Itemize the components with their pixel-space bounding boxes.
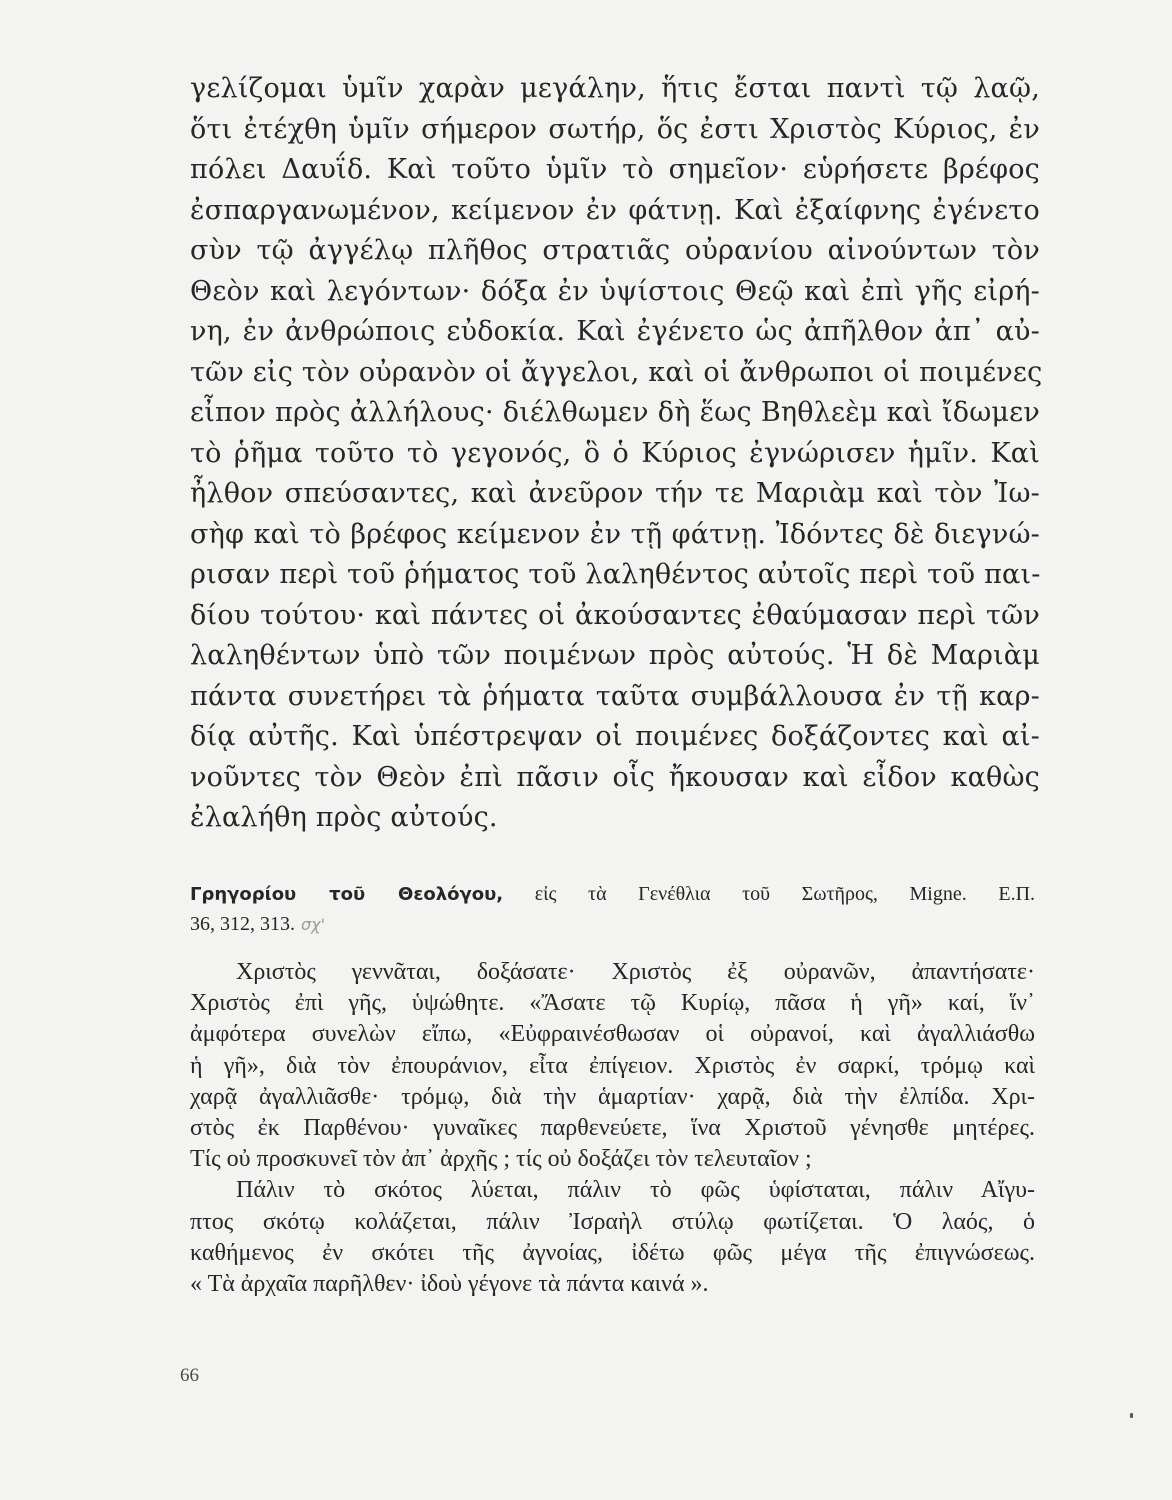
text-line: πόλει Δαυΐδ. Καὶ τοῦτο ὑμῖν τὸ σημεῖον· εὑρήσετε βρέφος — [190, 154, 1040, 185]
gregory-quote — [190, 957, 1035, 1300]
gospel-passage — [190, 69, 1043, 839]
text-line: ρισαν περὶ τοῦ ῥήματος τοῦ λαληθέντος αὐτοῖς περὶ τοῦ παι- — [190, 559, 1041, 590]
quote-line: Χριστὸς ἐπὶ γῆς, ὑψώθητε. «Ἄσατε τῷ Κυρίῳ, πᾶσα ἡ γῆ» καί, ἵν᾽ — [190, 990, 1035, 1017]
paper-speck — [1130, 1413, 1133, 1418]
text-line: Θεὸν καὶ λεγόντων· δόξα ἐν ὑψίστοις Θεῷ καὶ ἐπὶ γῆς εἰρή- — [190, 275, 1040, 307]
citation-line — [190, 879, 1035, 909]
text-line: εἶπον πρὸς ἀλλήλους· διέλθωμεν δὴ ἕως Βηθλεὲμ καὶ ἴδωμεν — [190, 397, 1040, 428]
quote-line: ἡ γῆ», διὰ τὸν ἐπουράνιον, εἶτα ἐπίγειον. Χριστὸς ἐν σαρκί, τρόμῳ καὶ — [190, 1052, 1035, 1079]
quote-line: Χριστὸς γεννᾶται, δοξάσατε· Χριστὸς ἐξ οὐρανῶν, ἀπαντήσατε· — [236, 959, 1035, 985]
handwritten-annotation: σχ' — [301, 915, 326, 934]
text-line: δίᾳ αὐτῆς. Καὶ ὑπέστρεψαν οἱ ποιμένες δοξάζοντες καὶ αἰ- — [190, 721, 1040, 752]
citation-line — [190, 909, 1035, 939]
quote-line: στὸς ἐκ Παρθένου· γυναῖκες παρθενεύετε, ἵνα Χριστοῦ γένησθε μητέρες. — [190, 1114, 1035, 1141]
quote-line: Τίς οὐ προσκυνεῖ τὸν ἀπ᾽ ἀρχῆς ; τίς οὐ δοξάζει τὸν τελευταῖον ; — [190, 1146, 812, 1173]
quote-line: Πάλιν τὸ σκότος λύεται, πάλιν τὸ φῶς ὑφίσταται, πάλιν Αἴγυ- — [236, 1177, 1035, 1204]
text-line: τὸ ῥῆμα τοῦτο τὸ γεγονός, ὃ ὁ Κύριος ἐγνώρισεν ἡμῖν. Καὶ — [190, 437, 1040, 469]
text-line: γελίζομαι ὑμῖν χαρὰν μεγάλην, ἥτις ἔσται παντὶ τῷ λαῷ, — [190, 73, 1040, 104]
text-line: πάντα συνετήρει τὰ ῥήματα ταῦτα συμβάλλουσα ἐν τῇ καρ- — [190, 680, 1040, 712]
text-line: σὺν τῷ ἀγγέλῳ πλῆθος στρατιᾶς οὐρανίου αἰνούντων τὸν — [190, 235, 1040, 266]
quote-line: χαρᾷ ἀγαλλιᾶσθε· τρόμῳ, διὰ τὴν ἁμαρτίαν· χαρᾷ, διὰ τὴν ἐλπίδα. Χρι- — [190, 1083, 1035, 1110]
text-line: νοῦντες τὸν Θεὸν ἐπὶ πᾶσιν οἷς ἤκουσαν καὶ εἶδον καθὼς — [190, 761, 1040, 793]
citation-author: Γρηγορίου τοῦ Θεολόγου, — [190, 884, 504, 905]
text-line: ἐσπαργανωμένον, κείμενον ἐν φάτνῃ. Καὶ ἐξαίφνης ἐγένετο — [190, 194, 1040, 226]
page-number: 66 — [180, 1365, 199, 1386]
text-line: ὅτι ἐτέχθη ὑμῖν σήμερον σωτήρ, ὅς ἐστι Χριστὸς Κύριος, ἐν — [190, 113, 1040, 145]
text-line: ἦλθον σπεύσαντες, καὶ ἀνεῦρον τήν τε Μαριὰμ καὶ τὸν Ἰω- — [190, 478, 1040, 509]
text-line: σὴφ καὶ τὸ βρέφος κείμενον ἐν τῇ φάτνῃ. Ἰδόντες δὲ διεγνώ- — [190, 518, 1040, 550]
citation-work: εἰς τὰ Γενέθλια τοῦ Σωτῆρος, Migne. Ε.Π. — [534, 883, 1036, 905]
quote-line: « Τὰ ἀρχαῖα παρῆλθεν· ἰδοὺ γέγονε τὰ πάντα καινά ». — [190, 1270, 709, 1297]
text-line: λαληθέντων ὑπὸ τῶν ποιμένων πρὸς αὐτούς. Ἡ δὲ Μαριὰμ — [190, 640, 1040, 671]
quote-line: ἀμφότερα συνελὼν εἴπω, «Εὐφραινέσθωσαν οἱ οὐρανοί, καὶ ἀγαλλιάσθω — [190, 1021, 1035, 1048]
text-line: νη, ἐν ἀνθρώποις εὐδοκία. Καὶ ἐγένετο ὡς ἀπῆλθον ἀπ᾽ αὐ- — [190, 316, 1040, 347]
quote-line: πτος σκότῳ κολάζεται, πάλιν Ἰσραὴλ στύλῳ φωτίζεται. Ὁ λαός, ὁ — [190, 1208, 1035, 1235]
quote-line: καθήμενος ἐν σκότει τῆς ἀγνοίας, ἰδέτω φῶς μέγα τῆς ἐπιγνώσεως. — [190, 1239, 1035, 1266]
text-line: ἐλαλήθη πρὸς αὐτούς. — [190, 802, 498, 833]
citation-pages: 36, 312, 313. — [190, 913, 295, 935]
source-citation — [190, 879, 1035, 939]
text-line: δίου τούτου· καὶ πάντες οἱ ἀκούσαντες ἐθαύμασαν περὶ τῶν — [190, 599, 1040, 631]
text-line: τῶν εἰς τὸν οὐρανὸν οἱ ἄγγελοι, καὶ οἱ ἄνθρωποι οἱ ποιμένες — [190, 356, 1043, 388]
